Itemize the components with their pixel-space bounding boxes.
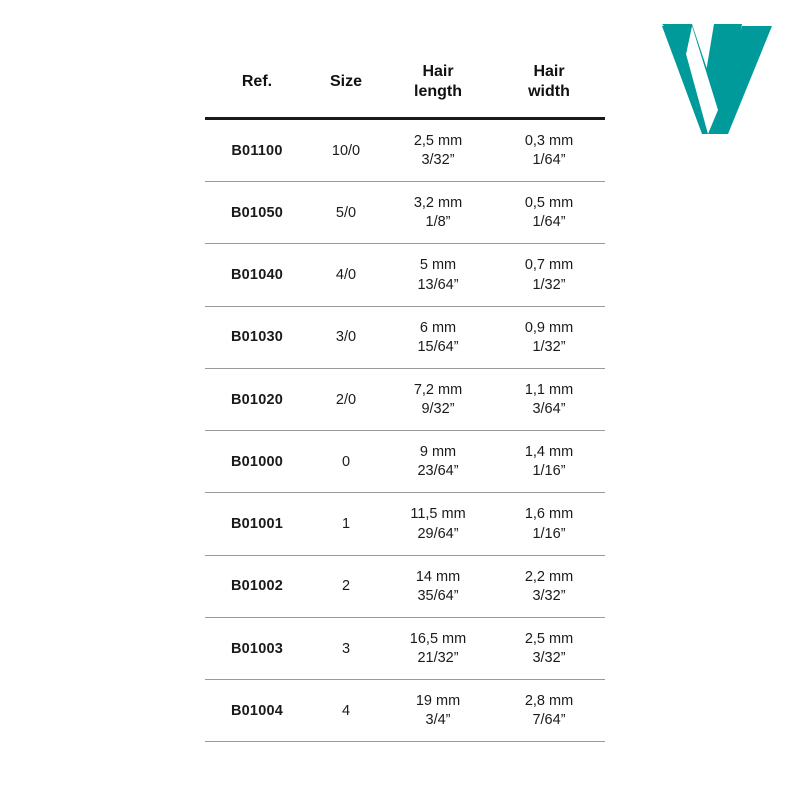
cell-hair-length-in: 3/32” [421, 152, 455, 169]
cell-hair-width [493, 431, 605, 493]
table-header-row [205, 62, 605, 118]
cell-hair-width-mm: 1,4 mm [524, 444, 574, 461]
spec-table [205, 62, 605, 742]
cell-hair-length-mm: 3,2 mm [413, 195, 463, 212]
cell-hair-length-mm: 9 mm [419, 444, 457, 461]
cell-hair-width-in: 3/32” [532, 650, 566, 667]
cell-hair-width-in: 3/32” [532, 587, 566, 604]
cell-hair-width-mm: 0,7 mm [524, 257, 574, 274]
cell-hair-width [493, 617, 605, 679]
cell-ref: B01001 [231, 516, 283, 532]
cell-hair-width-in: 1/16” [532, 463, 566, 480]
cell-size: 3 [341, 640, 351, 657]
cell-hair-width [493, 555, 605, 617]
cell-hair-length-in: 3/4” [425, 712, 451, 729]
cell-ref: B01004 [231, 702, 283, 719]
cell-hair-width-in: 1/32” [532, 276, 566, 293]
cell-hair-width [493, 493, 605, 555]
column-header-hair-width-line1: Hair [533, 63, 565, 80]
cell-size: 5/0 [335, 204, 357, 221]
cell-hair-length [383, 431, 493, 493]
cell-hair-length [383, 617, 493, 679]
cell-hair-length [383, 493, 493, 555]
cell-size: 4/0 [335, 267, 357, 283]
table-header [205, 62, 605, 118]
cell-hair-length-mm: 19 mm [415, 693, 461, 710]
table-row [205, 368, 605, 430]
table-row [205, 118, 605, 181]
cell-hair-length-mm: 7,2 mm [413, 381, 463, 398]
cell-hair-width-in: 1/32” [532, 338, 566, 355]
cell-hair-length-in: 13/64” [417, 276, 459, 293]
table-row [205, 431, 605, 493]
table-row [205, 182, 605, 244]
cell-ref: B01050 [231, 204, 283, 221]
cell-hair-length [383, 368, 493, 430]
cell-hair-length [383, 680, 493, 742]
cell-hair-length [383, 555, 493, 617]
cell-hair-width-mm: 1,6 mm [524, 506, 574, 523]
cell-hair-length-in: 9/32” [421, 401, 455, 418]
cell-hair-width-in: 1/16” [532, 525, 566, 542]
table-row [205, 680, 605, 742]
cell-size: 1 [341, 516, 351, 532]
column-header-size [309, 62, 383, 118]
cell-hair-length [383, 182, 493, 244]
table-row [205, 555, 605, 617]
cell-hair-width-mm: 2,2 mm [524, 568, 574, 585]
column-header-hair-length [383, 62, 493, 118]
table-row [205, 493, 605, 555]
cell-hair-length-mm: 16,5 mm [409, 630, 467, 647]
cell-hair-width-in: 1/64” [532, 214, 566, 231]
cell-hair-width [493, 182, 605, 244]
cell-ref: B01003 [231, 640, 283, 657]
cell-hair-length-mm: 14 mm [415, 568, 461, 585]
cell-hair-length-mm: 6 mm [419, 319, 457, 336]
cell-size: 0 [341, 453, 351, 470]
cell-hair-length [383, 118, 493, 181]
cell-hair-length [383, 306, 493, 368]
cell-hair-width-mm: 0,3 mm [524, 132, 574, 149]
column-header-size-line1: Size [329, 73, 362, 91]
cell-hair-width-in: 1/64” [532, 152, 566, 169]
column-header-ref [205, 62, 309, 118]
cell-size: 4 [341, 702, 351, 719]
cell-hair-length-in: 1/8” [425, 214, 451, 231]
cell-hair-length-mm: 2,5 mm [413, 132, 463, 149]
column-header-hair-length-line2: length [414, 83, 462, 101]
cell-hair-length-mm: 11,5 mm [410, 506, 466, 523]
cell-size: 2/0 [335, 391, 357, 408]
cell-hair-length-in: 29/64” [417, 525, 459, 542]
cell-hair-width-mm: 2,8 mm [524, 693, 574, 710]
cell-ref: B01002 [231, 578, 283, 595]
cell-hair-length-in: 23/64” [417, 463, 459, 480]
cell-hair-width [493, 244, 605, 306]
cell-hair-length-in: 15/64” [417, 338, 459, 355]
table-row [205, 617, 605, 679]
cell-hair-width-mm: 2,5 mm [524, 630, 574, 647]
brand-logo [662, 24, 772, 134]
cell-ref: B01020 [231, 391, 283, 408]
cell-hair-length-mm: 5 mm [419, 257, 457, 274]
cell-size: 2 [341, 578, 351, 595]
column-header-hair-width [493, 62, 605, 118]
spec-table-container [205, 62, 605, 742]
cell-ref: B01100 [231, 142, 283, 159]
table-row [205, 244, 605, 306]
cell-hair-length-in: 35/64” [417, 587, 459, 604]
cell-hair-width [493, 118, 605, 181]
table-body [205, 118, 605, 742]
cell-hair-width-in: 7/64” [532, 712, 566, 729]
cell-ref: B01000 [231, 453, 283, 470]
column-header-hair-length-line1: Hair [422, 63, 454, 80]
cell-ref: B01030 [231, 329, 283, 346]
cell-size: 3/0 [335, 329, 357, 346]
cell-size: 10/0 [331, 142, 361, 159]
column-header-hair-width-line2: width [528, 83, 570, 101]
table-row [205, 306, 605, 368]
cell-hair-length-in: 21/32” [417, 650, 459, 667]
cell-hair-width [493, 680, 605, 742]
cell-hair-width-mm: 0,9 mm [524, 319, 574, 336]
column-header-ref-line1: Ref. [241, 73, 273, 91]
cell-ref: B01040 [231, 267, 283, 283]
cell-hair-width [493, 368, 605, 430]
cell-hair-width-mm: 1,1 mm [524, 381, 574, 398]
cell-hair-length [383, 244, 493, 306]
cell-hair-width [493, 306, 605, 368]
cell-hair-width-mm: 0,5 mm [524, 195, 574, 212]
cell-hair-width-in: 3/64” [532, 401, 566, 418]
